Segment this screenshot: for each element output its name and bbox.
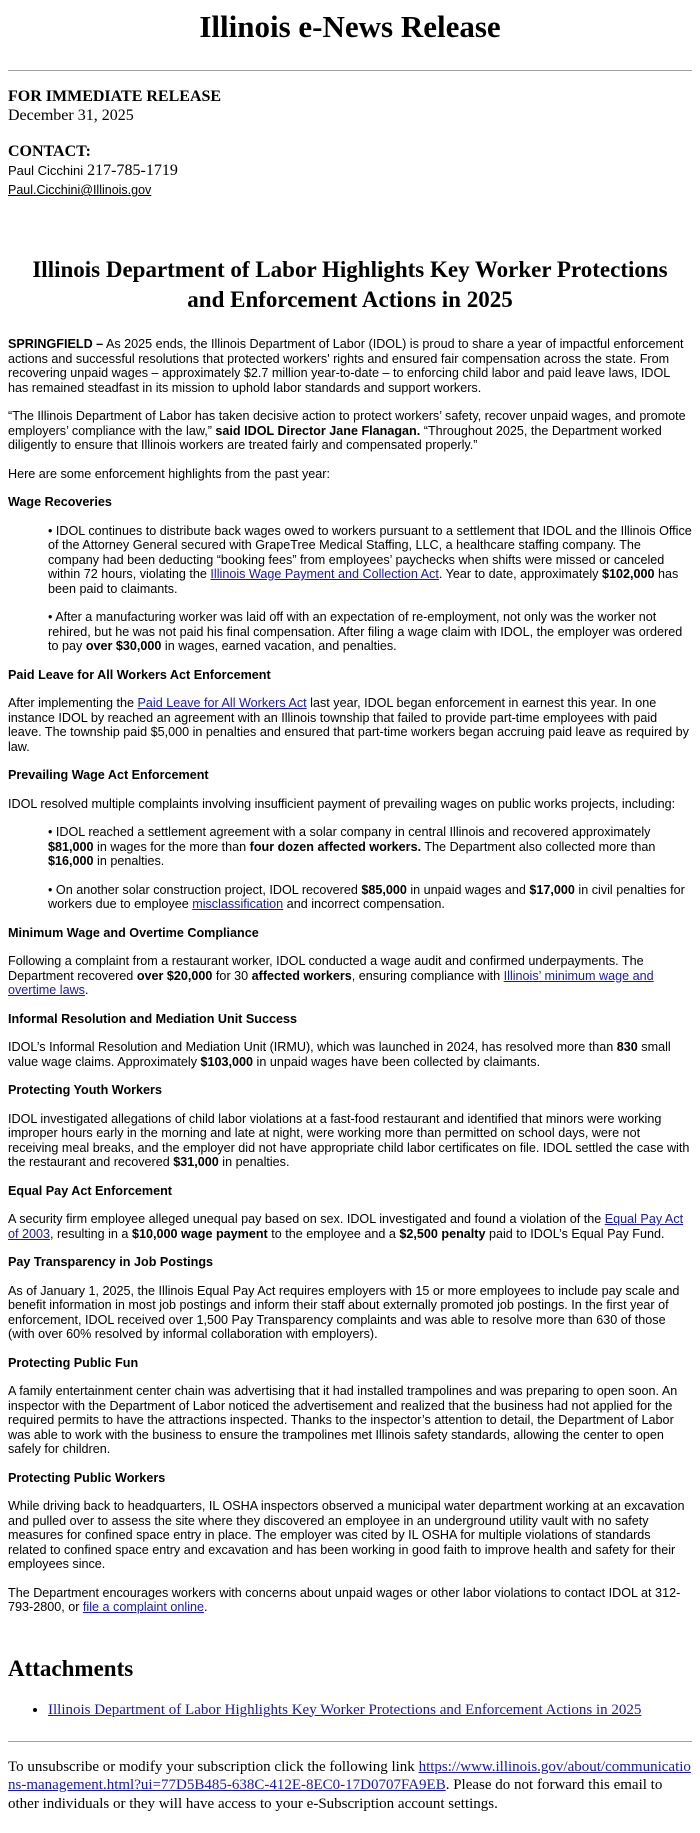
masthead-title: Illinois e-News Release — [8, 0, 692, 46]
contact-line — [8, 161, 692, 180]
highlights-intro: Here are some enforcement highlights from the past year: — [8, 467, 692, 482]
wage-recovery-item: • IDOL continues to distribute back wages owed to workers pursuant to a settlement that IDOL and the Illinois Office of the Attorney General secured with GrapeTree Medical Staffing, LLC, a healthcare staffing company. The company had been deducting “booking fees” from employees’ paychecks when shifts were missed or canceled within 72 hours, violating the Illinois Wage Payment and Collection Act. Year to date, approximately $102,000 has been paid to claimants. — [8, 524, 692, 597]
press-release-headline: Illinois Department of Labor Highlights Key Worker Protections and Enforcement Actions in 2025 — [12, 255, 688, 315]
header-divider — [8, 70, 692, 71]
contact-phone: 217-785-1719 — [87, 162, 178, 179]
section-heading-minimum-wage: Minimum Wage and Overtime Compliance — [8, 926, 692, 941]
quote-attribution: said IDOL Director Jane Flanagan. — [215, 424, 420, 438]
closing-paragraph: The Department encourages workers with concerns about unpaid wages or other labor violations to contact IDOL at 312-793-2800, or file a complaint online. — [8, 1586, 692, 1615]
attachment-item — [48, 1701, 692, 1719]
paid-leave-paragraph: After implementing the Paid Leave for All Workers Act last year, IDOL began enforcement in earnest this year. In one instance IDOL by reached an agreement with an Illinois township that failed to provide part-time employees with paid leave. The township paid $5,000 in penalties and ensured that part-time workers began accruing paid leave as required by law. — [8, 696, 692, 754]
wage-recovery-item: • After a manufacturing worker was laid off with an expectation of re-employment, not only was the worker not rehired, but he was not paid his final compensation. After filing a wage claim with IDOL, the employer was ordered to pay over $30,000 in wages, earned vacation, and penalties. — [8, 610, 692, 654]
subscription-management-link[interactable]: https://www.illinois.gov/about/communications-management.html?ui=77D5B485-638C-412E-8EC0-17D0707FA9EB — [8, 1759, 691, 1794]
release-meta — [8, 87, 692, 200]
section-heading-public-workers: Protecting Public Workers — [8, 1471, 692, 1486]
footer-divider — [8, 1741, 692, 1742]
unsubscribe-footer: To unsubscribe or modify your subscription click the following link https://www.illinois.gov/about/communications-management.html?ui=77D5B485-638C-412E-8EC0-17D0707FA9EB. Please do not forward this email to other individuals or they will have access to your e-Subscription account settings. — [8, 1758, 692, 1833]
equal-pay-paragraph: A security firm employee alleged unequal pay based on sex. IDOL investigated and found a violation of the Equal Pay Act of 2003, resulting in a $10,000 wage payment to the employee and a $2,500 penalty paid to IDOL’s Equal Pay Fund. — [8, 1212, 692, 1241]
prevailing-wage-intro: IDOL resolved multiple complaints involving insufficient payment of prevailing wages on public works projects, including: — [8, 797, 692, 812]
section-heading-youth-workers: Protecting Youth Workers — [8, 1083, 692, 1098]
file-complaint-link[interactable]: file a complaint online — [83, 1600, 204, 1614]
section-heading-prevailing-wage: Prevailing Wage Act Enforcement — [8, 768, 692, 783]
section-heading-equal-pay: Equal Pay Act Enforcement — [8, 1184, 692, 1199]
section-heading-paid-leave: Paid Leave for All Workers Act Enforcement — [8, 668, 692, 683]
prevailing-wage-item: • IDOL reached a settlement agreement with a solar company in central Illinois and recovered approximately $81,000 in wages for the more than four dozen affected workers. The Department also collected more than $16,000 in penalties. — [8, 825, 692, 869]
contact-name: Paul Cicchini — [8, 163, 83, 178]
section-heading-wage-recoveries: Wage Recoveries — [8, 495, 692, 510]
prevailing-wage-item: • On another solar construction project, IDOL recovered $85,000 in unpaid wages and $17,000 in civil penalties for workers due to employee misclassification and incorrect compensation. — [8, 883, 692, 912]
irmu-paragraph: IDOL’s Informal Resolution and Mediation Unit (IRMU), which was launched in 2024, has resolved more than 830 small value wage claims. Approximately $103,000 in unpaid wages have been collected by claimants. — [8, 1040, 692, 1069]
minimum-wage-laws-link[interactable]: Illinois’ minimum wage and overtime laws — [8, 969, 654, 998]
section-heading-public-fun: Protecting Public Fun — [8, 1356, 692, 1371]
minimum-wage-paragraph: Following a complaint from a restaurant worker, IDOL conducted a wage audit and confirmed underpayments. The Department recovered over $20,000 for 30 affected workers, ensuring compliance with Illinois’ minimum wage and overtime laws. — [8, 954, 692, 998]
paid-leave-act-link[interactable]: Paid Leave for All Workers Act — [138, 696, 307, 710]
press-release-body — [8, 337, 692, 1615]
attachments-list — [8, 1701, 692, 1719]
wage-payment-act-link[interactable]: Illinois Wage Payment and Collection Act — [210, 567, 438, 581]
youth-workers-paragraph: IDOL investigated allegations of child labor violations at a fast-food restaurant and identified that minors were working improper hours early in the morning and late at night, were working more than permitted on school days, were not receiving meal breaks, and the employer did not have appropriate child labor certificates on file. IDOL settled the case with the restaurant and recovered $31,000 in penalties. — [8, 1112, 692, 1170]
contact-email-link[interactable]: Paul.Cicchini@Illinois.gov — [8, 183, 151, 197]
release-label: FOR IMMEDIATE RELEASE — [8, 87, 692, 106]
public-fun-paragraph: A family entertainment center chain was advertising that it had installed trampolines and was preparing to open soon. An inspector with the Department of Labor noticed the advertisement and realized that the business had not applied for the required permits to have the attractions inspected. Thanks to the inspector’s attention to detail, the Department of Labor was able to work with the business to ensure the trampolines met Illinois safety standards, allowing the center to open safely for children. — [8, 1384, 692, 1457]
dateline: SPRINGFIELD – — [8, 337, 103, 351]
attachments-heading: Attachments — [8, 1655, 692, 1683]
pay-transparency-paragraph: As of January 1, 2025, the Illinois Equal Pay Act requires employers with 15 or more employees to include pay scale and benefit information in most job postings and inform their staff about externally promoted job postings. In the first year of enforcement, IDOL received over 1,500 Pay Transparency complaints and was able to resolve more than 630 of those (with over 60% resolved by informal collaboration with employers). — [8, 1284, 692, 1342]
contact-label: CONTACT: — [8, 142, 692, 161]
public-workers-paragraph: While driving back to headquarters, IL OSHA inspectors observed a municipal water department working at an excavation and pulled over to assess the site where they discovered an employee in an underground utility vault with no safety measures for confined space entry in place. The employer was cited by IL OSHA for multiple violations of standards related to confined space entry and excavation and has been working in good faith to improve health and safety for their employees since. — [8, 1499, 692, 1572]
director-quote: “The Illinois Department of Labor has taken decisive action to protect workers’ safety, recover unpaid wages, and promote employers’ compliance with the law,” said IDOL Director Jane Flanagan. “Throughout 2025, the Department worked diligently to ensure that Illinois workers are treated fairly and compensated properly.” — [8, 409, 692, 453]
equal-pay-act-link[interactable]: Equal Pay Act of 2003 — [8, 1212, 683, 1241]
misclassification-link[interactable]: misclassification — [192, 897, 283, 911]
intro-paragraph: SPRINGFIELD – As 2025 ends, the Illinois Department of Labor (IDOL) is proud to share a year of impactful enforcement actions and successful resolutions that protected workers' rights and ensured fair compensation across the state. From recovering unpaid wages – approximately $2.7 million year-to-date – to enforcing child labor and paid leave laws, IDOL has remained steadfast in its mission to uphold labor standards and support workers. — [8, 337, 692, 395]
attachment-link[interactable]: Illinois Department of Labor Highlights Key Worker Protections and Enforcement Actions in 2025 — [48, 1702, 641, 1718]
section-heading-pay-transparency: Pay Transparency in Job Postings — [8, 1255, 692, 1270]
release-date: December 31, 2025 — [8, 106, 692, 125]
section-heading-irmu: Informal Resolution and Mediation Unit Success — [8, 1012, 692, 1027]
